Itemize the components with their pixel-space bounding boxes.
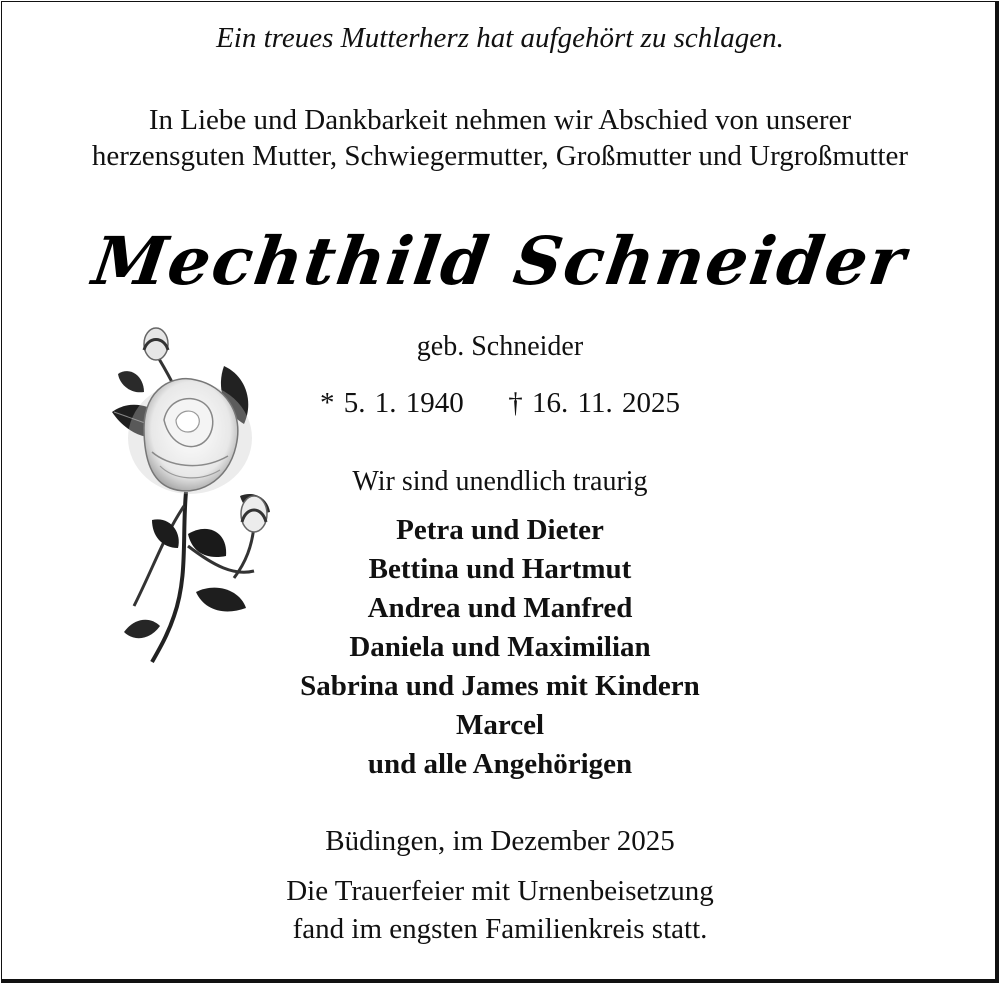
intro-line-1: In Liebe und Dankbarkeit nehmen wir Abschied von unserer	[148, 104, 852, 136]
intro-line-2: herzensguten Mutter, Schwiegermutter, Großmutter und Urgroßmutter	[91, 140, 909, 172]
mourner-item: Andrea und Manfred	[367, 592, 633, 624]
motto: Ein treues Mutterherz hat aufgehört zu schlagen.	[216, 22, 784, 54]
mourner-item: Daniela und Maximilian	[349, 631, 651, 663]
mourner-item: Petra und Dieter	[396, 514, 604, 546]
grief-line: Wir sind unendlich traurig	[352, 466, 648, 497]
ceremony-line-1: Die Trauerfeier mit Urnenbeisetzung	[286, 875, 714, 907]
mourner-item: und alle Angehörigen	[367, 748, 633, 780]
mourner-item: Marcel	[455, 709, 545, 741]
birth-date: * 5. 1. 1940	[320, 387, 464, 419]
death-date: † 16. 11. 2025	[508, 387, 680, 419]
place-date: Büdingen, im Dezember 2025	[325, 825, 675, 857]
deceased-name: Mechthild Schneider	[88, 222, 912, 300]
mourner-item: Sabrina und James mit Kindern	[300, 670, 700, 702]
intro-text	[0, 102, 1000, 174]
mourner-item: Bettina und Hartmut	[368, 553, 632, 585]
maiden-name: geb. Schneider	[416, 331, 584, 362]
ceremony-line-2: fand im engsten Familienkreis statt.	[292, 913, 708, 945]
ceremony-note	[0, 872, 1000, 948]
rose-icon	[104, 316, 284, 668]
